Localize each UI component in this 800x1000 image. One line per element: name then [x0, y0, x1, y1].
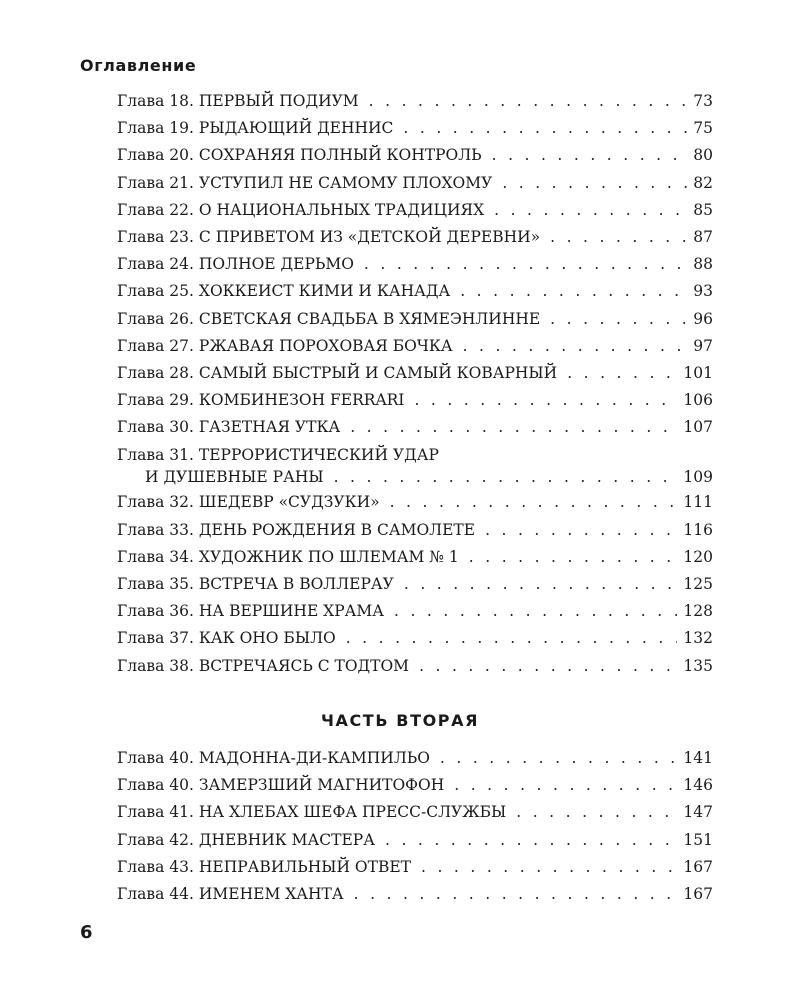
chapter-title: ИМЕНЕМ ХАНТА: [198, 884, 344, 903]
chapter-heading: [117, 571, 394, 598]
chapter-title: ВСТРЕЧА В ВОЛЛЕРАУ: [198, 575, 394, 593]
toc-entry: [117, 489, 713, 516]
page-ref: 109: [683, 468, 713, 487]
dot-leader: [492, 142, 688, 169]
dot-leader: [421, 854, 677, 881]
dot-leader: [403, 115, 687, 142]
chapter-heading: [117, 544, 459, 571]
chapter-title-continued: И ДУШЕВНЫЕ РАНЫ: [145, 468, 324, 487]
chapter-number: Глава 34.: [117, 547, 194, 566]
chapter-number: Глава 40.: [117, 776, 194, 795]
toc-entry: [117, 772, 713, 799]
chapter-title: ПОЛНОЕ ДЕРЬМО: [198, 255, 354, 274]
toc-entry: [117, 360, 713, 387]
dot-leader: [346, 625, 678, 652]
page-ref: 167: [683, 857, 713, 876]
page-ref: 96: [693, 309, 713, 328]
chapter-heading: [117, 881, 344, 908]
page-ref: 107: [683, 418, 713, 437]
chapter-title: ХУДОЖНИК ПО ШЛЕМАМ № 1: [198, 547, 459, 566]
page-ref: 73: [693, 92, 713, 110]
chapter-number: Глава 32.: [117, 493, 194, 512]
chapter-heading: [117, 854, 411, 881]
chapter-title: С ПРИВЕТОМ ИЗ «ДЕТСКОЙ ДЕРЕВНИ»: [198, 227, 541, 246]
chapter-number: Глава 31.: [117, 446, 194, 465]
chapter-heading: [117, 88, 359, 115]
toc-entry: [117, 387, 713, 414]
dot-leader: [550, 306, 687, 333]
toc-entry: [117, 414, 713, 441]
dot-leader: [364, 251, 687, 278]
chapter-number: Глава 22.: [117, 200, 194, 219]
chapter-title: МАДОННА-ДИ-КАМПИЛЬО: [198, 749, 430, 767]
toc-entry: [117, 517, 713, 544]
chapter-title: РЫДАЮЩИЙ ДЕННИС: [198, 119, 394, 138]
chapter-title: СОХРАНЯЯ ПОЛНЫЙ КОНТРОЛЬ: [198, 146, 482, 165]
dot-leader: [502, 170, 687, 197]
chapter-number: Глава 35.: [117, 575, 194, 593]
toc-entry: [117, 441, 713, 489]
toc-entry: [117, 278, 713, 305]
dot-leader: [419, 653, 677, 680]
chapter-number: Глава 40.: [117, 749, 194, 767]
chapter-title: ПЕРВЫЙ ПОДИУМ: [198, 92, 359, 110]
chapter-number: Глава 38.: [117, 656, 194, 675]
toc-entry: [117, 745, 713, 772]
page-ref: 141: [683, 749, 713, 767]
chapter-heading: [117, 142, 482, 169]
page-ref: 125: [683, 575, 713, 593]
chapter-title: УСТУПИЛ НЕ САМОМУ ПЛОХОМУ: [198, 173, 493, 192]
page-ref: 111: [683, 493, 713, 512]
chapter-title: ВСТРЕЧАЯСЬ С ТОДТОМ: [198, 656, 410, 675]
toc-entry: [117, 142, 713, 169]
page-ref: 80: [693, 146, 713, 165]
chapter-number: Глава 36.: [117, 602, 194, 621]
chapter-number: Глава 27.: [117, 336, 194, 355]
toc-entry-first-line: [117, 444, 713, 466]
toc-entry: [117, 854, 713, 881]
page-ref: 85: [693, 200, 713, 219]
chapter-number: Глава 30.: [117, 418, 194, 437]
dot-leader: [463, 333, 688, 360]
dot-leader: [469, 544, 678, 571]
chapter-heading: [117, 387, 404, 414]
chapter-title: ЗАМЕРЗШИЙ МАГНИТОФОН: [198, 776, 445, 795]
chapter-number: Глава 26.: [117, 309, 194, 328]
chapter-heading: [117, 653, 409, 680]
toc-entry: [117, 306, 713, 333]
chapter-heading: [117, 414, 340, 441]
page-ref: 82: [693, 173, 713, 192]
dot-leader: [550, 224, 687, 251]
chapter-number: Глава 29.: [117, 391, 194, 410]
chapter-heading: [117, 827, 375, 854]
page-ref: 120: [683, 547, 713, 566]
chapter-number: Глава 28.: [117, 363, 194, 382]
chapter-title: КОМБИНЕЗОН FERRARI: [198, 391, 405, 410]
page-ref: 93: [693, 282, 713, 301]
chapter-number: Глава 33.: [117, 520, 194, 539]
chapter-number: Глава 42.: [117, 830, 194, 849]
dot-leader: [516, 799, 677, 826]
page-ref: 128: [683, 602, 713, 621]
page-ref: 116: [683, 520, 713, 539]
toc-entry: [117, 224, 713, 251]
chapter-heading: [117, 598, 384, 625]
dot-leader: [440, 745, 677, 772]
part-two-heading: ЧАСТЬ ВТОРАЯ: [320, 711, 480, 730]
chapter-title: РЖАВАЯ ПОРОХОВАЯ БОЧКА: [198, 336, 453, 355]
page-ref: 106: [683, 391, 713, 410]
toc-entry: [117, 170, 713, 197]
page-ref: 146: [683, 776, 713, 795]
chapter-heading: [117, 224, 540, 251]
page-ref: 135: [683, 656, 713, 675]
dot-leader: [494, 197, 687, 224]
chapter-title: СВЕТСКАЯ СВАДЬБА В ХЯМЕЭНЛИННЕ: [198, 309, 541, 328]
toc-part-two: [117, 745, 713, 908]
page-ref: 87: [693, 227, 713, 246]
page-ref: 147: [683, 803, 713, 822]
chapter-heading: [117, 799, 506, 826]
chapter-heading: [117, 306, 540, 333]
chapter-title: ХОККЕИСТ КИМИ И КАНАДА: [198, 282, 451, 301]
page-ref: 88: [693, 255, 713, 274]
page-ref: 101: [683, 363, 713, 382]
dot-leader: [385, 827, 677, 854]
dot-leader: [354, 881, 678, 908]
chapter-heading: [117, 360, 557, 387]
chapter-number: Глава 24.: [117, 255, 194, 274]
page-ref: 75: [693, 119, 713, 138]
chapter-number: Глава 44.: [117, 884, 194, 903]
chapter-title: О НАЦИОНАЛЬНЫХ ТРАДИЦИЯХ: [198, 200, 485, 219]
chapter-heading: [117, 251, 354, 278]
dot-leader: [394, 598, 677, 625]
chapter-heading: [117, 772, 444, 799]
running-head: Оглавление: [80, 56, 197, 75]
chapter-number: Глава 21.: [117, 173, 194, 192]
chapter-number: Глава 23.: [117, 227, 194, 246]
chapter-heading: [117, 517, 475, 544]
toc-part-one: [117, 88, 713, 680]
page-ref: 167: [683, 884, 713, 903]
toc-entry: [117, 799, 713, 826]
chapter-heading: [117, 333, 453, 360]
dot-leader: [567, 360, 677, 387]
page-ref: 132: [683, 629, 713, 648]
toc-entry: [117, 333, 713, 360]
chapter-heading: [117, 278, 450, 305]
chapter-title: КАК ОНО БЫЛО: [198, 629, 336, 648]
page-ref: 97: [693, 336, 713, 355]
dot-leader: [485, 517, 677, 544]
toc-entry: [117, 571, 713, 598]
chapter-heading: [117, 197, 484, 224]
chapter-heading: [117, 170, 492, 197]
dot-leader: [404, 571, 678, 598]
chapter-heading: [117, 115, 393, 142]
chapter-heading: [117, 625, 336, 652]
toc-entry: [117, 88, 713, 115]
chapter-title: НА ХЛЕБАХ ШЕФА ПРЕСС-СЛУЖБЫ: [198, 803, 507, 822]
toc-entry: [117, 827, 713, 854]
chapter-number: Глава 37.: [117, 629, 194, 648]
page-number: 6: [80, 922, 93, 943]
chapter-title: ГАЗЕТНАЯ УТКА: [198, 418, 341, 437]
chapter-title: ДНЕВНИК МАСТЕРА: [198, 830, 375, 849]
toc-entry: [117, 625, 713, 652]
chapter-number: Глава 43.: [117, 857, 194, 876]
chapter-title: НЕПРАВИЛЬНЫЙ ОТВЕТ: [198, 857, 412, 876]
chapter-title: САМЫЙ БЫСТРЫЙ И САМЫЙ КОВАРНЫЙ: [198, 363, 558, 382]
dot-leader: [390, 489, 678, 516]
dot-leader: [350, 414, 677, 441]
chapter-heading: [117, 745, 430, 772]
dot-leader: [460, 278, 687, 305]
toc-entry: [117, 251, 713, 278]
chapter-title: НА ВЕРШИНЕ ХРАМА: [198, 602, 384, 621]
toc-entry: [117, 653, 713, 680]
chapter-title: ТЕРРОРИСТИЧЕСКИЙ УДАР: [198, 446, 439, 465]
dot-leader: [369, 88, 688, 115]
chapter-heading: [117, 489, 380, 516]
dot-leader: [334, 466, 678, 488]
toc-entry: [117, 598, 713, 625]
chapter-number: Глава 18.: [117, 92, 194, 110]
chapter-number: Глава 41.: [117, 803, 194, 822]
toc-entry: [117, 544, 713, 571]
dot-leader: [414, 387, 677, 414]
chapter-title: ДЕНЬ РОЖДЕНИЯ В САМОЛЕТЕ: [198, 520, 476, 539]
chapter-title: ШЕДЕВР «СУДЗУКИ»: [198, 493, 380, 512]
chapter-number: Глава 25.: [117, 282, 194, 301]
toc-entry: [117, 881, 713, 908]
toc-entry-second-line: [117, 466, 713, 488]
page-ref: 151: [683, 830, 713, 849]
dot-leader: [454, 772, 677, 799]
toc-entry: [117, 115, 713, 142]
chapter-number: Глава 20.: [117, 146, 194, 165]
toc-entry: [117, 197, 713, 224]
chapter-number: Глава 19.: [117, 119, 194, 138]
